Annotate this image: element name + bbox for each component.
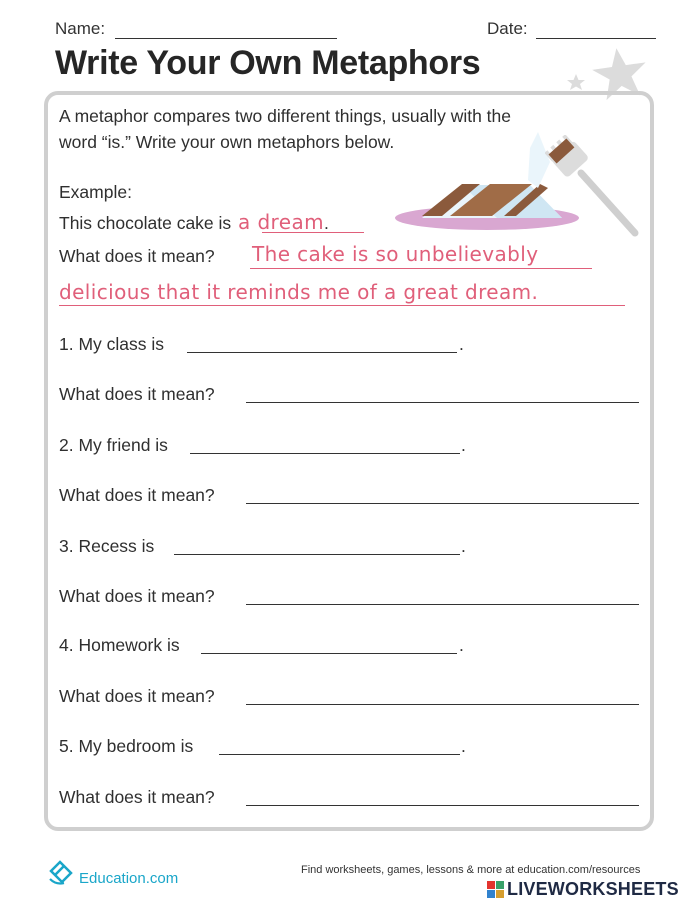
item-5-meaning-prompt: What does it mean? [59,787,215,807]
page-title: Write Your Own Metaphors [55,44,481,82]
example-meaning-line-2: delicious that it reminds me of a great dream. [59,280,539,304]
item-2-answer-line[interactable] [190,453,460,454]
date-label: Date: [487,19,528,38]
name-label: Name: [55,19,106,38]
example-meaning-prompt: What does it mean? [59,246,215,266]
intro-line-1: A metaphor compares two different things, usually with the [59,106,512,126]
item-4-meaning-line[interactable] [246,704,639,705]
footer-resources-text: Find worksheets, games, lessons & more at education.com/resources [301,864,641,876]
item-3-answer-line[interactable] [174,554,460,555]
item-1-meaning-line[interactable] [246,402,639,403]
item-5-answer-line[interactable] [219,754,460,755]
item-3-meaning-line[interactable] [246,604,639,605]
example-sentence [59,210,329,234]
intro-line-2: word “is.” Write your own metaphors below. [59,132,395,152]
example-meaning-line-1: The cake is so unbelievably [252,242,539,266]
example-sentence-end: . [323,213,329,233]
name-field[interactable] [115,38,337,39]
liveworksheets-logo-icon [487,881,505,899]
education-brand[interactable]: Education.com [79,870,179,887]
example-meaning-underline-1 [250,268,592,269]
fork-icon [545,135,645,240]
item-2-meaning-line[interactable] [246,503,639,504]
item-3-period: . [461,536,466,556]
item-1-answer-line[interactable] [187,352,457,353]
example-sentence-prefix: This chocolate cake is [59,213,232,233]
liveworksheets-watermark: LIVEWORKSHEETS [507,879,679,899]
item-4-meaning-prompt: What does it mean? [59,686,215,706]
item-1-period: . [459,334,464,354]
item-1-prompt: 1. My class is [59,334,165,354]
item-3-prompt: 3. Recess is [59,536,155,556]
education-logo-icon [46,857,76,887]
item-4-period: . [459,635,464,655]
item-2-period: . [461,435,466,455]
item-4-answer-line[interactable] [201,653,457,654]
item-3-meaning-prompt: What does it mean? [59,586,215,606]
item-5-meaning-line[interactable] [246,805,639,806]
example-answer-line [262,232,364,233]
example-heading: Example: [59,182,132,202]
item-2-prompt: 2. My friend is [59,435,168,455]
item-5-prompt: 5. My bedroom is [59,736,194,756]
item-2-meaning-prompt: What does it mean? [59,485,215,505]
example-meaning-underline-2 [59,305,625,306]
example-answer: a dream [238,210,324,234]
item-4-prompt: 4. Homework is [59,635,180,655]
item-5-period: . [461,736,466,756]
item-1-meaning-prompt: What does it mean? [59,384,215,404]
date-field[interactable] [536,38,656,39]
